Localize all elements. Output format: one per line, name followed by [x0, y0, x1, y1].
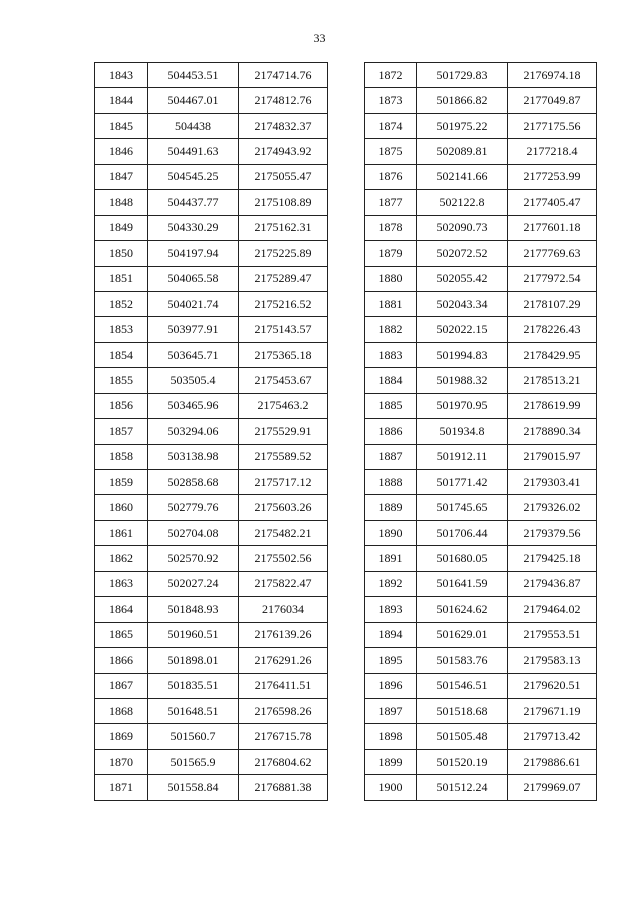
x-coordinate-cell: 502072.52	[417, 241, 508, 266]
y-coordinate-cell: 2175717.12	[239, 470, 328, 495]
point-number-cell: 1865	[95, 622, 148, 647]
coordinates-table-left	[94, 62, 328, 801]
y-coordinate-cell: 2175529.91	[239, 419, 328, 444]
x-coordinate-cell: 501835.51	[148, 673, 239, 698]
y-coordinate-cell: 2177218.4	[508, 139, 597, 164]
table-row	[365, 139, 597, 164]
point-number-cell: 1866	[95, 648, 148, 673]
y-coordinate-cell: 2179436.87	[508, 571, 597, 596]
table-row	[365, 63, 597, 88]
table-row	[365, 393, 597, 418]
point-number-cell: 1881	[365, 291, 417, 316]
point-number-cell: 1858	[95, 444, 148, 469]
point-number-cell: 1843	[95, 63, 148, 88]
x-coordinate-cell: 501975.22	[417, 113, 508, 138]
point-number-cell: 1846	[95, 139, 148, 164]
y-coordinate-cell: 2175365.18	[239, 342, 328, 367]
point-number-cell: 1888	[365, 470, 417, 495]
y-coordinate-cell: 2174832.37	[239, 113, 328, 138]
y-coordinate-cell: 2178226.43	[508, 317, 597, 342]
table-row	[365, 749, 597, 774]
table-row	[95, 648, 328, 673]
table-row	[365, 571, 597, 596]
x-coordinate-cell: 501994.83	[417, 342, 508, 367]
point-number-cell: 1895	[365, 648, 417, 673]
point-number-cell: 1885	[365, 393, 417, 418]
point-number-cell: 1898	[365, 724, 417, 749]
y-coordinate-cell: 2175603.26	[239, 495, 328, 520]
point-number-cell: 1872	[365, 63, 417, 88]
x-coordinate-cell: 501988.32	[417, 368, 508, 393]
table-row	[365, 444, 597, 469]
y-coordinate-cell: 2179425.18	[508, 546, 597, 571]
y-coordinate-cell: 2175482.21	[239, 520, 328, 545]
x-coordinate-cell: 501706.44	[417, 520, 508, 545]
x-coordinate-cell: 501624.62	[417, 597, 508, 622]
y-coordinate-cell: 2177769.63	[508, 241, 597, 266]
point-number-cell: 1893	[365, 597, 417, 622]
point-number-cell: 1864	[95, 597, 148, 622]
table-row	[365, 368, 597, 393]
table-row	[95, 749, 328, 774]
table-row	[95, 215, 328, 240]
x-coordinate-cell: 501934.8	[417, 419, 508, 444]
y-coordinate-cell: 2175225.89	[239, 241, 328, 266]
table-row	[365, 164, 597, 189]
point-number-cell: 1852	[95, 291, 148, 316]
y-coordinate-cell: 2176804.62	[239, 749, 328, 774]
x-coordinate-cell: 501520.19	[417, 749, 508, 774]
x-coordinate-cell: 501648.51	[148, 698, 239, 723]
point-number-cell: 1891	[365, 546, 417, 571]
table-row	[95, 724, 328, 749]
x-coordinate-cell: 502027.24	[148, 571, 239, 596]
y-coordinate-cell: 2176715.78	[239, 724, 328, 749]
point-number-cell: 1897	[365, 698, 417, 723]
y-coordinate-cell: 2179326.02	[508, 495, 597, 520]
table-row	[95, 266, 328, 291]
point-number-cell: 1847	[95, 164, 148, 189]
table-row	[95, 597, 328, 622]
point-number-cell: 1863	[95, 571, 148, 596]
x-coordinate-cell: 502089.81	[417, 139, 508, 164]
table-row	[95, 698, 328, 723]
point-number-cell: 1844	[95, 88, 148, 113]
x-coordinate-cell: 501960.51	[148, 622, 239, 647]
x-coordinate-cell: 504330.29	[148, 215, 239, 240]
point-number-cell: 1868	[95, 698, 148, 723]
table-row	[365, 88, 597, 113]
point-number-cell: 1878	[365, 215, 417, 240]
x-coordinate-cell: 502704.08	[148, 520, 239, 545]
point-number-cell: 1890	[365, 520, 417, 545]
x-coordinate-cell: 501771.42	[417, 470, 508, 495]
point-number-cell: 1862	[95, 546, 148, 571]
x-coordinate-cell: 501898.01	[148, 648, 239, 673]
x-coordinate-cell: 501970.95	[417, 393, 508, 418]
y-coordinate-cell: 2175055.47	[239, 164, 328, 189]
table-row	[365, 419, 597, 444]
table-row	[95, 419, 328, 444]
table-row	[95, 495, 328, 520]
y-coordinate-cell: 2176974.18	[508, 63, 597, 88]
table-row	[365, 520, 597, 545]
table-row	[365, 698, 597, 723]
y-coordinate-cell: 2176598.26	[239, 698, 328, 723]
y-coordinate-cell: 2177972.54	[508, 266, 597, 291]
y-coordinate-cell: 2175216.52	[239, 291, 328, 316]
x-coordinate-cell: 501629.01	[417, 622, 508, 647]
y-coordinate-cell: 2176291.26	[239, 648, 328, 673]
x-coordinate-cell: 501583.76	[417, 648, 508, 673]
x-coordinate-cell: 501729.83	[417, 63, 508, 88]
table-row	[95, 113, 328, 138]
point-number-cell: 1892	[365, 571, 417, 596]
point-number-cell: 1855	[95, 368, 148, 393]
y-coordinate-cell: 2176034	[239, 597, 328, 622]
y-coordinate-cell: 2178429.95	[508, 342, 597, 367]
point-number-cell: 1884	[365, 368, 417, 393]
x-coordinate-cell: 503645.71	[148, 342, 239, 367]
y-coordinate-cell: 2177049.87	[508, 88, 597, 113]
point-number-cell: 1869	[95, 724, 148, 749]
point-number-cell: 1886	[365, 419, 417, 444]
x-coordinate-cell: 501848.93	[148, 597, 239, 622]
x-coordinate-cell: 501866.82	[417, 88, 508, 113]
point-number-cell: 1896	[365, 673, 417, 698]
x-coordinate-cell: 504197.94	[148, 241, 239, 266]
x-coordinate-cell: 504065.58	[148, 266, 239, 291]
table-row	[95, 775, 328, 800]
coordinates-table-right	[364, 62, 597, 801]
point-number-cell: 1879	[365, 241, 417, 266]
x-coordinate-cell: 501565.9	[148, 749, 239, 774]
point-number-cell: 1851	[95, 266, 148, 291]
y-coordinate-cell: 2175463.2	[239, 393, 328, 418]
table-row	[95, 190, 328, 215]
y-coordinate-cell: 2175108.89	[239, 190, 328, 215]
table-row	[95, 393, 328, 418]
x-coordinate-cell: 501680.05	[417, 546, 508, 571]
y-coordinate-cell: 2175453.67	[239, 368, 328, 393]
y-coordinate-cell: 2174943.92	[239, 139, 328, 164]
x-coordinate-cell: 502858.68	[148, 470, 239, 495]
x-coordinate-cell: 502779.76	[148, 495, 239, 520]
point-number-cell: 1854	[95, 342, 148, 367]
point-number-cell: 1845	[95, 113, 148, 138]
x-coordinate-cell: 502141.66	[417, 164, 508, 189]
y-coordinate-cell: 2175822.47	[239, 571, 328, 596]
y-coordinate-cell: 2179886.61	[508, 749, 597, 774]
point-number-cell: 1876	[365, 164, 417, 189]
table-row	[95, 317, 328, 342]
table-row	[95, 63, 328, 88]
page-number: 33	[313, 31, 326, 45]
y-coordinate-cell: 2179553.51	[508, 622, 597, 647]
y-coordinate-cell: 2176881.38	[239, 775, 328, 800]
x-coordinate-cell: 504021.74	[148, 291, 239, 316]
x-coordinate-cell: 504437.77	[148, 190, 239, 215]
table-row	[95, 622, 328, 647]
x-coordinate-cell: 504467.01	[148, 88, 239, 113]
table-row	[365, 266, 597, 291]
x-coordinate-cell: 502570.92	[148, 546, 239, 571]
y-coordinate-cell: 2178107.29	[508, 291, 597, 316]
point-number-cell: 1860	[95, 495, 148, 520]
y-coordinate-cell: 2178619.99	[508, 393, 597, 418]
point-number-cell: 1857	[95, 419, 148, 444]
table-row	[365, 775, 597, 800]
y-coordinate-cell: 2175502.56	[239, 546, 328, 571]
y-coordinate-cell: 2179671.19	[508, 698, 597, 723]
x-coordinate-cell: 502055.42	[417, 266, 508, 291]
x-coordinate-cell: 504545.25	[148, 164, 239, 189]
point-number-cell: 1873	[365, 88, 417, 113]
x-coordinate-cell: 504491.63	[148, 139, 239, 164]
point-number-cell: 1850	[95, 241, 148, 266]
x-coordinate-cell: 501505.48	[417, 724, 508, 749]
point-number-cell: 1880	[365, 266, 417, 291]
table-row	[365, 317, 597, 342]
point-number-cell: 1871	[95, 775, 148, 800]
x-coordinate-cell: 503977.91	[148, 317, 239, 342]
table-row	[95, 571, 328, 596]
point-number-cell: 1899	[365, 749, 417, 774]
y-coordinate-cell: 2179620.51	[508, 673, 597, 698]
y-coordinate-cell: 2174812.76	[239, 88, 328, 113]
x-coordinate-cell: 502022.15	[417, 317, 508, 342]
table-row	[365, 215, 597, 240]
table-row	[95, 546, 328, 571]
x-coordinate-cell: 503294.06	[148, 419, 239, 444]
y-coordinate-cell: 2179379.56	[508, 520, 597, 545]
coordinates-table-left-body	[95, 63, 328, 801]
table-row	[365, 622, 597, 647]
y-coordinate-cell: 2176411.51	[239, 673, 328, 698]
x-coordinate-cell: 501560.7	[148, 724, 239, 749]
point-number-cell: 1848	[95, 190, 148, 215]
point-number-cell: 1889	[365, 495, 417, 520]
table-row	[365, 190, 597, 215]
table-row	[365, 470, 597, 495]
y-coordinate-cell: 2178513.21	[508, 368, 597, 393]
point-number-cell: 1875	[365, 139, 417, 164]
table-row	[365, 546, 597, 571]
table-row	[365, 495, 597, 520]
y-coordinate-cell: 2177175.56	[508, 113, 597, 138]
x-coordinate-cell: 501912.11	[417, 444, 508, 469]
table-row	[365, 673, 597, 698]
point-number-cell: 1870	[95, 749, 148, 774]
point-number-cell: 1894	[365, 622, 417, 647]
y-coordinate-cell: 2175162.31	[239, 215, 328, 240]
point-number-cell: 1877	[365, 190, 417, 215]
y-coordinate-cell: 2178890.34	[508, 419, 597, 444]
coordinates-table-right-body	[365, 63, 597, 801]
x-coordinate-cell: 504438	[148, 113, 239, 138]
point-number-cell: 1883	[365, 342, 417, 367]
table-row	[95, 291, 328, 316]
x-coordinate-cell: 504453.51	[148, 63, 239, 88]
point-number-cell: 1882	[365, 317, 417, 342]
table-row	[365, 291, 597, 316]
point-number-cell: 1856	[95, 393, 148, 418]
y-coordinate-cell: 2179583.13	[508, 648, 597, 673]
y-coordinate-cell: 2175589.52	[239, 444, 328, 469]
table-row	[95, 88, 328, 113]
table-row	[95, 164, 328, 189]
point-number-cell: 1900	[365, 775, 417, 800]
table-row	[95, 368, 328, 393]
y-coordinate-cell: 2175143.57	[239, 317, 328, 342]
y-coordinate-cell: 2176139.26	[239, 622, 328, 647]
point-number-cell: 1859	[95, 470, 148, 495]
table-row	[95, 139, 328, 164]
table-row	[365, 241, 597, 266]
x-coordinate-cell: 502043.34	[417, 291, 508, 316]
table-row	[95, 673, 328, 698]
x-coordinate-cell: 501558.84	[148, 775, 239, 800]
table-row	[365, 113, 597, 138]
x-coordinate-cell: 501546.51	[417, 673, 508, 698]
table-row	[365, 648, 597, 673]
y-coordinate-cell: 2175289.47	[239, 266, 328, 291]
table-row	[95, 342, 328, 367]
table-row	[95, 520, 328, 545]
y-coordinate-cell: 2179713.42	[508, 724, 597, 749]
table-row	[95, 444, 328, 469]
table-row	[365, 724, 597, 749]
y-coordinate-cell: 2179464.02	[508, 597, 597, 622]
y-coordinate-cell: 2179969.07	[508, 775, 597, 800]
y-coordinate-cell: 2177253.99	[508, 164, 597, 189]
x-coordinate-cell: 501518.68	[417, 698, 508, 723]
x-coordinate-cell: 501745.65	[417, 495, 508, 520]
point-number-cell: 1861	[95, 520, 148, 545]
y-coordinate-cell: 2177405.47	[508, 190, 597, 215]
y-coordinate-cell: 2179303.41	[508, 470, 597, 495]
point-number-cell: 1887	[365, 444, 417, 469]
point-number-cell: 1849	[95, 215, 148, 240]
table-row	[365, 597, 597, 622]
x-coordinate-cell: 502090.73	[417, 215, 508, 240]
x-coordinate-cell: 503465.96	[148, 393, 239, 418]
y-coordinate-cell: 2179015.97	[508, 444, 597, 469]
point-number-cell: 1853	[95, 317, 148, 342]
y-coordinate-cell: 2177601.18	[508, 215, 597, 240]
table-row	[95, 241, 328, 266]
table-row	[95, 470, 328, 495]
x-coordinate-cell: 503138.98	[148, 444, 239, 469]
x-coordinate-cell: 501641.59	[417, 571, 508, 596]
point-number-cell: 1867	[95, 673, 148, 698]
point-number-cell: 1874	[365, 113, 417, 138]
y-coordinate-cell: 2174714.76	[239, 63, 328, 88]
table-row	[365, 342, 597, 367]
x-coordinate-cell: 501512.24	[417, 775, 508, 800]
x-coordinate-cell: 502122.8	[417, 190, 508, 215]
x-coordinate-cell: 503505.4	[148, 368, 239, 393]
